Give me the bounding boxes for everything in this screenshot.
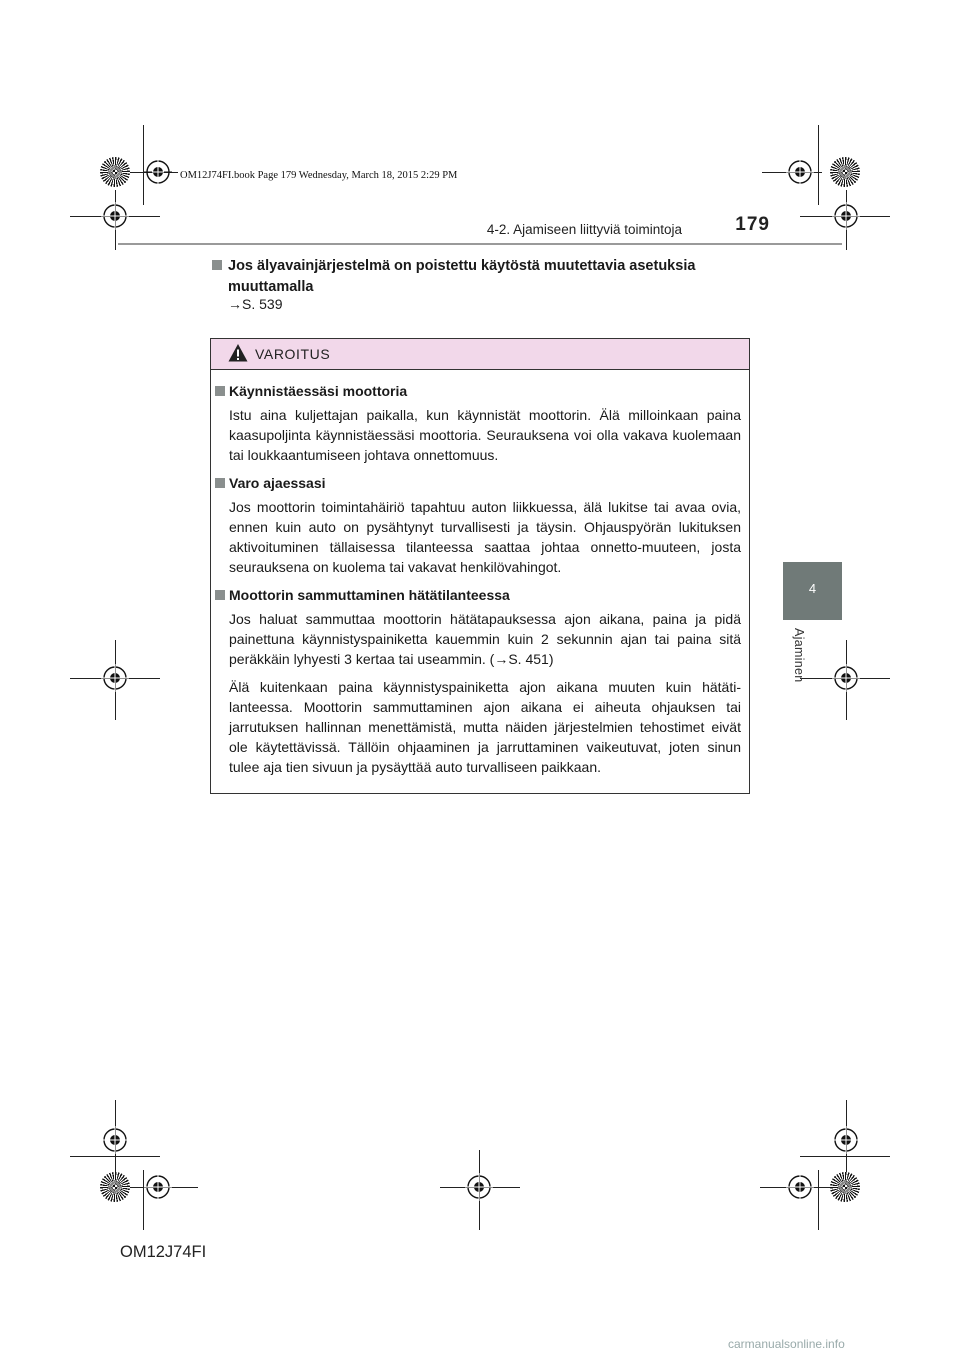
chapter-title: 4-2. Ajamiseen liittyviä toimintoja	[486, 222, 682, 237]
header-divider	[118, 243, 842, 245]
warning-item-paragraph: Jos moottorin toimintahäiriö tapahtuu auton liikkuessa, älä lukitse tai avaa ovia, ennen kuin auto on pysähtynyt turvallisesti ja täysin. Ohjauspyörän lukituksen aktivoituminen tällaisessa tilanteessa saattaa johtaa onnetto-muuteen, josta seurauksena on kuolema tai vakavat henkilövahingot.	[229, 499, 741, 575]
square-bullet-icon	[215, 478, 225, 488]
chapter-tab-number: 4	[808, 581, 817, 596]
print-tag: OM12J74FI.book Page 179 Wednesday, March 18, 2015 2:29 PM	[180, 170, 458, 181]
registration-target-icon	[144, 1173, 172, 1201]
registration-target-icon	[465, 1173, 493, 1201]
warning-item-paragraph: Jos haluat sammuttaa moottorin hätätapauksessa ajon aikana, paina ja pidä painettuna käynnistyspainiketta kauemmin kuin 2 sekunnin ajan tai paina sitä peräkkäin lyhyesti 3 kertaa tai useammin. (→S. 451)	[229, 611, 741, 667]
warning-item-heading: Varo ajaessasi	[215, 473, 741, 493]
page-number: 179	[735, 214, 770, 235]
warning-header	[211, 339, 749, 370]
warning-item-heading: Moottorin sammuttaminen hätätilanteessa	[215, 585, 741, 605]
warning-item-paragraph: Älä kuitenkaan paina käynnistyspainiketta ajon aikana muuten kuin hätäti-lanteessa. Moottorin sammuttaminen ajon aikana ei aiheuta ohjauksen tai jarrutuksen hallinnan menettämistä, mutta näiden järjestelmien tehostimet eivät ole käytettävissä. Tällöin ohjaaminen ja jarruttaminen vaikeutuvat, joten sinun tulee aja tien sivuun ja pysäyttää auto turvalliseen paikkaan.	[229, 679, 741, 775]
square-bullet-icon	[212, 260, 222, 270]
watermark: carmanualsonline.info	[728, 1337, 845, 1351]
sunburst-mark-icon	[100, 1172, 130, 1202]
registration-target-icon	[832, 202, 860, 230]
section-heading-line2: muuttamalla	[228, 279, 314, 295]
sunburst-mark-icon	[830, 1172, 860, 1202]
chapter-tab[interactable]	[783, 562, 842, 620]
registration-target-icon	[101, 664, 129, 692]
warning-title: VAROITUS	[255, 346, 331, 362]
warning-box	[210, 338, 750, 794]
registration-target-icon	[832, 1126, 860, 1154]
warning-item-heading: Käynnistäessäsi moottoria	[215, 381, 741, 401]
chapter-tab-label: Ajaminen	[792, 628, 806, 683]
warning-triangle-icon	[228, 343, 248, 363]
sunburst-mark-icon	[100, 157, 130, 187]
registration-target-icon	[786, 1173, 814, 1201]
registration-target-icon	[144, 158, 172, 186]
warning-content	[215, 381, 741, 785]
registration-target-icon	[101, 1126, 129, 1154]
registration-target-icon	[786, 158, 814, 186]
section-heading	[212, 256, 752, 298]
registration-target-icon	[832, 664, 860, 692]
square-bullet-icon	[215, 590, 225, 600]
warning-item-paragraph: Istu aina kuljettajan paikalla, kun käynnistät moottorin. Älä milloinkaan paina kaasupoljinta käynnistäessäsi moottoria. Seurauksena voi olla vakava kuolemaan tai loukkaantumiseen johtava onnettomuus.	[229, 407, 741, 463]
manual-code: OM12J74FI	[120, 1243, 207, 1261]
sunburst-mark-icon	[830, 157, 860, 187]
square-bullet-icon	[215, 386, 225, 396]
page-reference-link[interactable]: →S. 539	[228, 296, 283, 312]
section-heading-line1: Jos älyavainjärjestelmä on poistettu käytöstä muutettavia asetuksia	[228, 258, 696, 274]
registration-target-icon	[101, 202, 129, 230]
